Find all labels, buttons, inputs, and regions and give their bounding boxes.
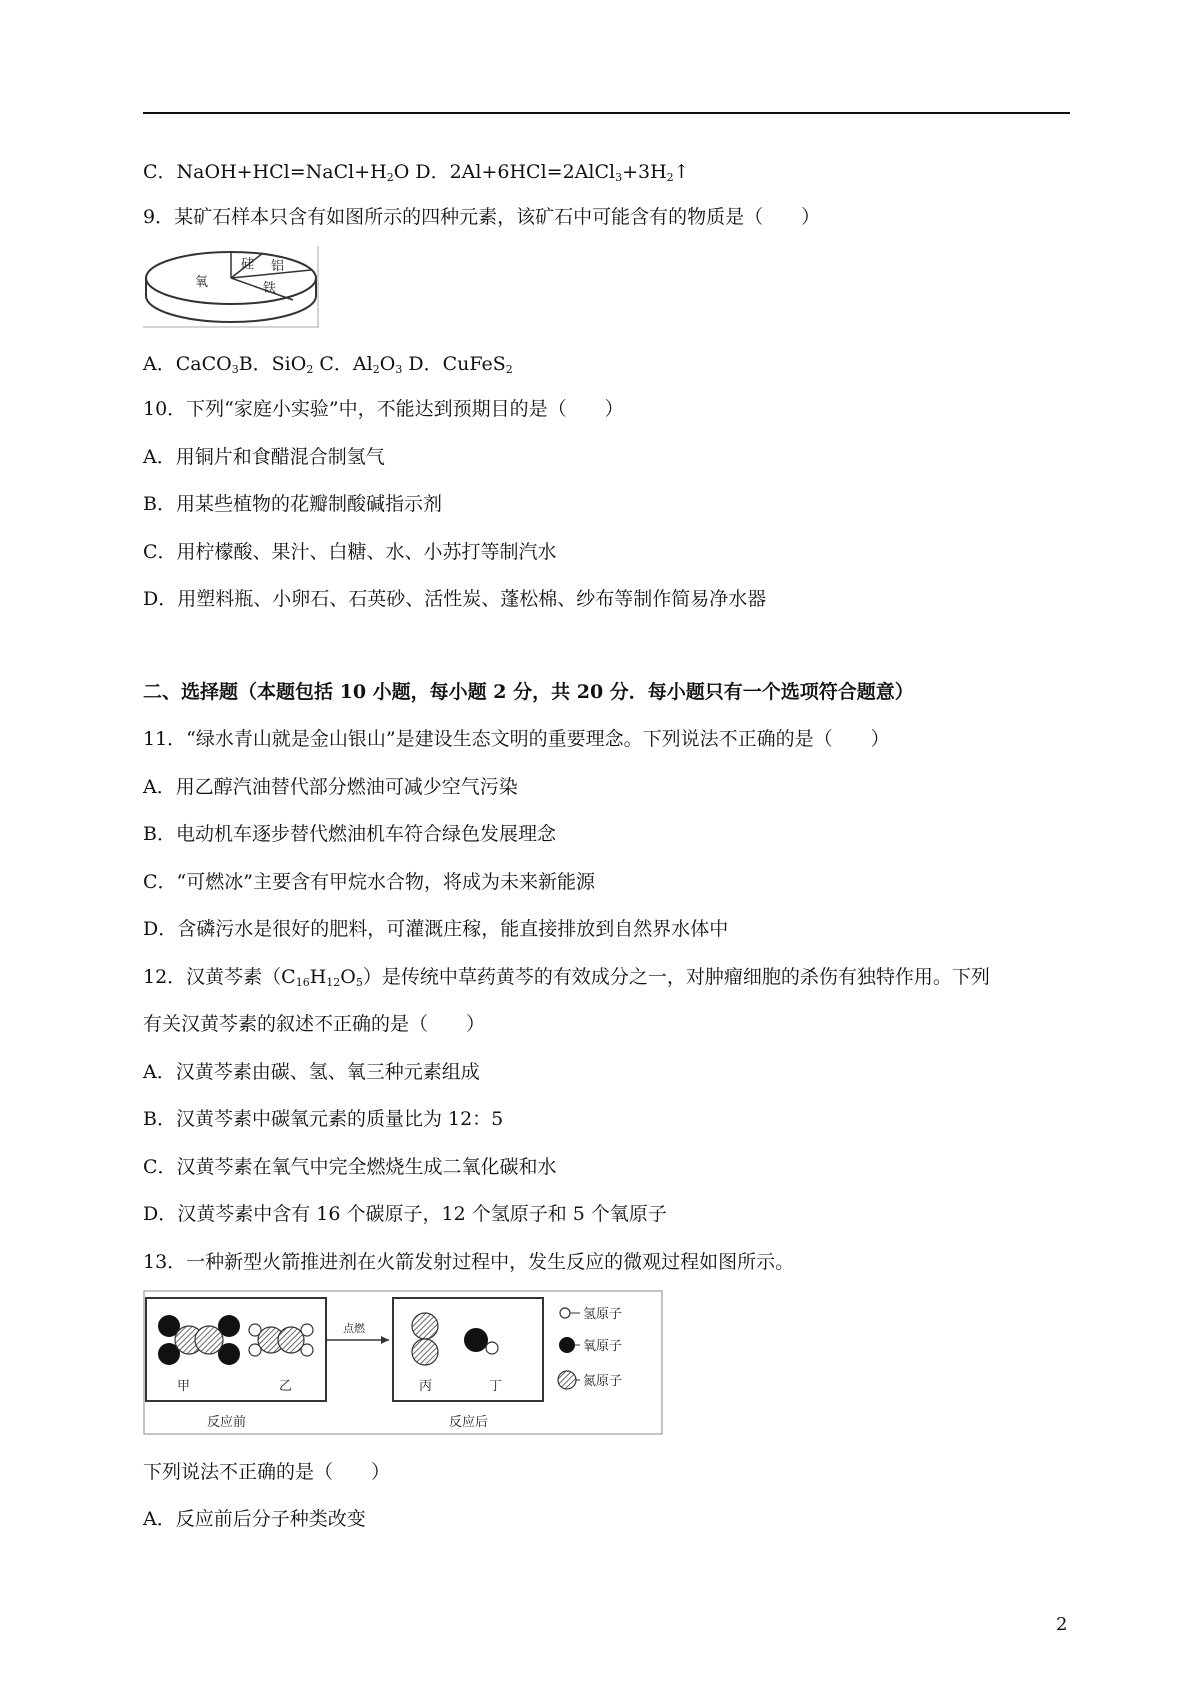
q12-option-a: A．汉黄芩素由碳、氢、氧三种元素组成: [143, 1061, 480, 1083]
section-2-heading: 二、选择题（本题包括 10 小题，每小题 2 分，共 20 分．每小题只有一个选项符合题意）: [143, 681, 914, 703]
q13-option-a: A．反应前后分子种类改变: [143, 1508, 366, 1530]
arrow-label: 点燃: [343, 1322, 365, 1335]
element-pie-figure: [143, 246, 319, 328]
label-ding: 丁: [489, 1379, 503, 1394]
legend: [558, 1307, 622, 1389]
pie-label-al: 铝: [271, 259, 285, 274]
q10-option-c: C．用柠檬酸、果汁、白糖、水、小苏打等制汽水: [143, 541, 557, 563]
molecule-jia: [158, 1315, 240, 1365]
q10-option-d: D．用塑料瓶、小卵石、石英砂、活性炭、蓬松棉、纱布等制作简易净水器: [143, 588, 767, 610]
q13-prompt: 下列说法不正确的是（ ）: [143, 1461, 391, 1483]
q12-option-c: C．汉黄芩素在氧气中完全燃烧生成二氧化碳和水: [143, 1156, 557, 1178]
q12-stem: 12．汉黄芩素$(C_{16}H_{12}O_5)$是传统中草药黄芩的有效成分之一，对肿瘤细胞的杀伤有独特作用。下列: [143, 966, 990, 989]
legend-n: 氮原子: [583, 1374, 623, 1389]
q10-stem: 10．下列“家庭小实验”中，不能达到预期目的是（ ）: [143, 398, 624, 420]
reaction-micro-figure: [143, 1290, 663, 1435]
q9-options: A．CaCO$_3$B．SiO$_2$ C．$Al_2O_3$ D．CuFeS$_2$: [143, 353, 513, 376]
legend-h: 氢原子: [583, 1307, 623, 1322]
q12-option-b: B．汉黄芩素中碳氧元素的质量比为 12：5: [143, 1108, 504, 1130]
caption-after: 反应后: [449, 1415, 489, 1430]
pie-label-o: 氧: [195, 275, 209, 290]
label-jia: 甲: [177, 1379, 191, 1394]
header-rule: [143, 112, 1070, 114]
label-yi: 乙: [279, 1379, 293, 1394]
pie-label-si: 硅: [241, 257, 255, 272]
q11-option-a: A．用乙醇汽油替代部分燃油可减少空气污染: [143, 776, 518, 798]
page-number: 2: [1056, 1614, 1068, 1635]
q13-stem: 13．一种新型火箭推进剂在火箭发射过程中，发生反应的微观过程如图所示。: [143, 1251, 795, 1273]
q10-option-a: A．用铜片和食醋混合制氢气: [143, 446, 385, 468]
q10-option-b: B．用某些植物的花瓣制酸碱指示剂: [143, 493, 442, 515]
q11-option-c: C．“可燃冰”主要含有甲烷水合物，将成为未来新能源: [143, 871, 595, 893]
q12-stem-line2: 有关汉黄芩素的叙述不正确的是（ ）: [143, 1013, 486, 1035]
molecule-bing: [412, 1313, 438, 1365]
pie-label-fe: 铁: [263, 281, 277, 296]
q9-stem: 9．某矿石样本只含有如图所示的四种元素，该矿石中可能含有的物质是（ ）: [143, 206, 821, 228]
legend-o: 氧原子: [583, 1339, 623, 1354]
q11-option-d: D．含磷污水是很好的肥料，可灌溉庄稼，能直接排放到自然界水体中: [143, 918, 729, 940]
pie-side: [146, 278, 316, 322]
molecule-yi: [249, 1324, 313, 1356]
molecule-ding: [464, 1328, 498, 1354]
q11-option-b: B．电动机车逐步替代燃油机车符合绿色发展理念: [143, 823, 556, 845]
q8-options-cd: C．$NaOH+HCl=NaCl+H_2O$ D．$2Al+6HCl=2AlCl_3+3H_2↑$: [143, 161, 690, 184]
q12-option-d: D．汉黄芩素中含有 16 个碳原子，12 个氢原子和 5 个氧原子: [143, 1203, 667, 1225]
q11-stem: 11．“绿水青山就是金山银山”是建设生态文明的重要理念。下列说法不正确的是（ ）: [143, 728, 890, 750]
label-bing: 丙: [419, 1379, 433, 1394]
caption-before: 反应前: [207, 1415, 247, 1430]
